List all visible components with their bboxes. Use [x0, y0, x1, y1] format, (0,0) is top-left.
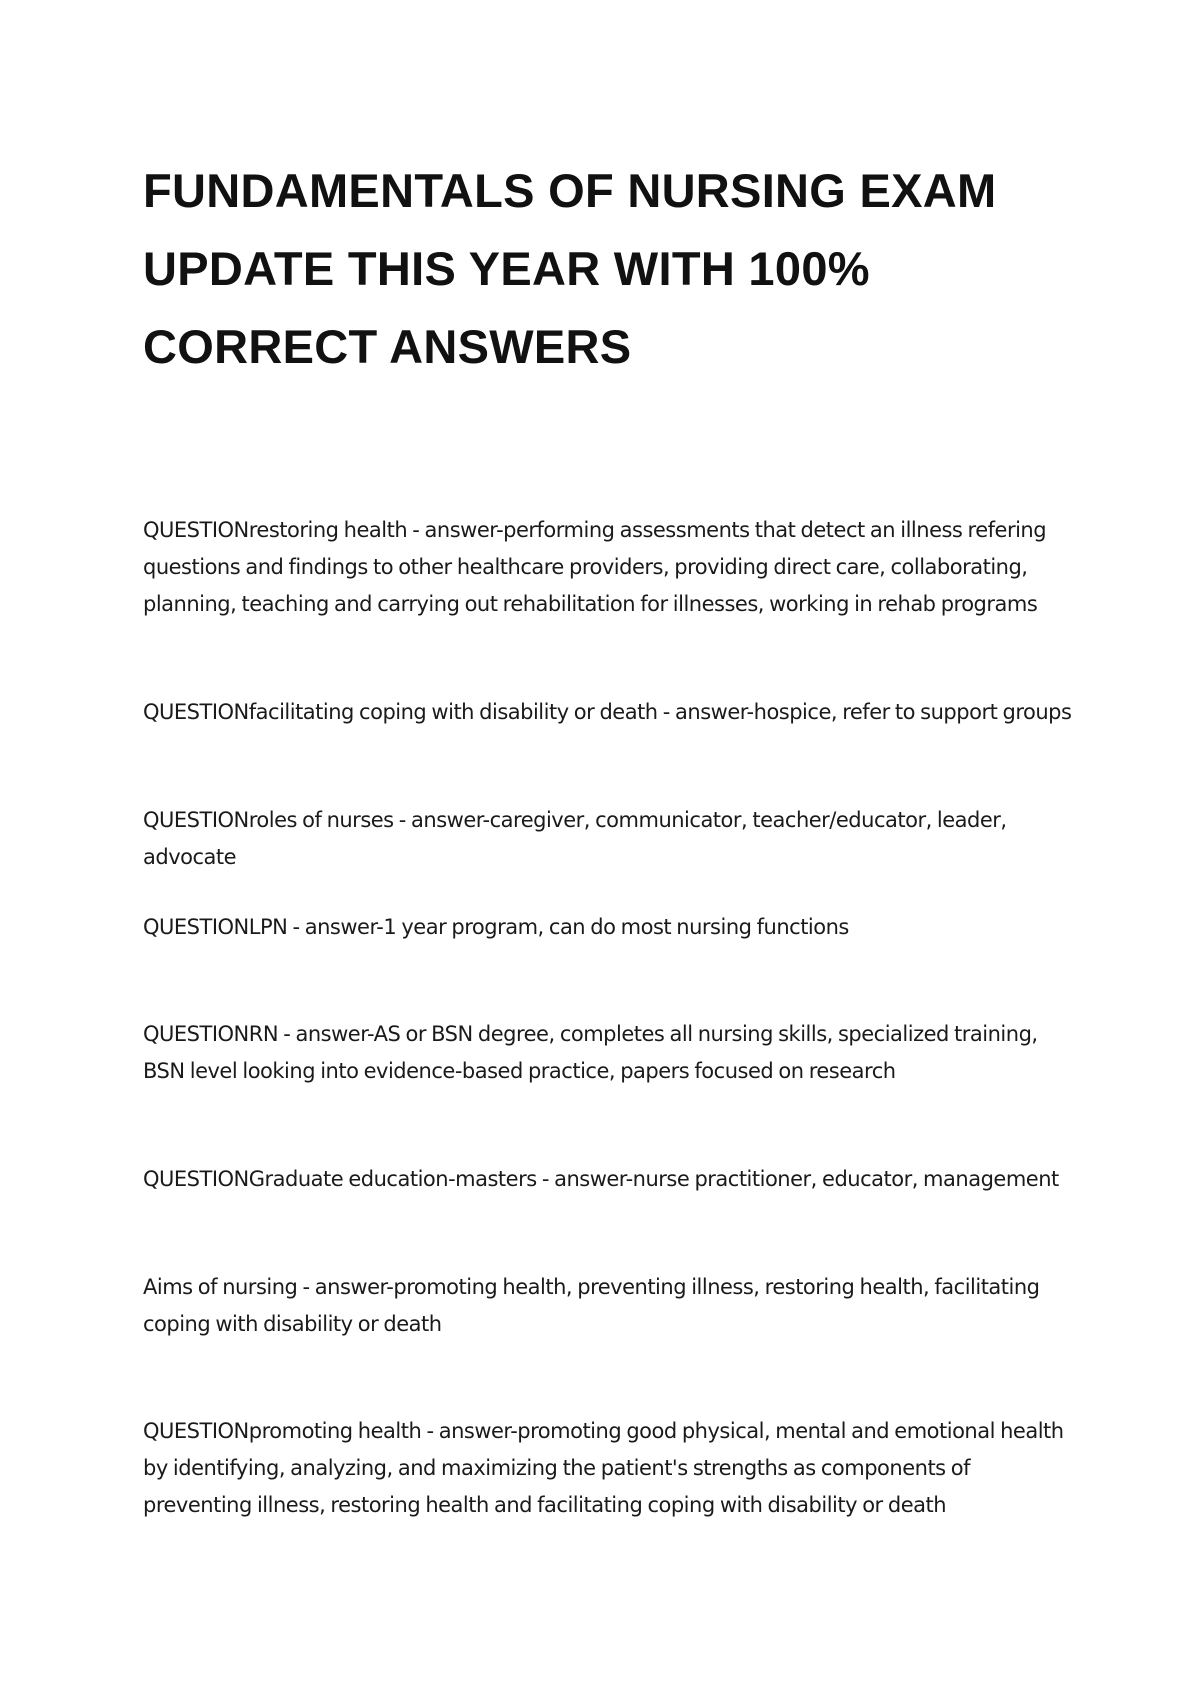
qa-entry-promoting-health: QUESTIONpromoting health - answer-promoting good physical, mental and emotional health by identifying, analyzing, and maximizing the patient's strengths as components of preventing illness, restoring health and facilitating coping with disability or death: [143, 1419, 1064, 1517]
qa-entry-lpn: QUESTIONLPN - answer-1 year program, can do most nursing functions: [143, 915, 849, 939]
qa-entry-restoring-health: QUESTIONrestoring health - answer-performing assessments that detect an illness refering questions and findings to other healthcare providers, providing direct care, collaborating, planning, teaching and carrying out rehabilitation for illnesses, working in rehab programs: [143, 518, 1047, 616]
qa-entry-facilitating-coping: QUESTIONfacilitating coping with disability or death - answer-hospice, refer to support groups: [143, 700, 1072, 724]
document-title: FUNDAMENTALS OF NURSING EXAM UPDATE THIS YEAR WITH 100% CORRECT ANSWERS: [143, 164, 997, 373]
qa-entry-aims-of-nursing: Aims of nursing - answer-promoting health, preventing illness, restoring health, facilitating coping with disability or death: [143, 1275, 1040, 1336]
qa-entry-roles-of-nurses: QUESTIONroles of nurses - answer-caregiver, communicator, teacher/educator, leader, advocate: [143, 808, 1007, 869]
qa-entry-graduate-education: QUESTIONGraduate education-masters - answer-nurse practitioner, educator, management: [143, 1167, 1059, 1191]
qa-entry-rn: QUESTIONRN - answer-AS or BSN degree, completes all nursing skills, specialized training, BSN level looking into evidence-based practice, papers focused on research: [143, 1022, 1038, 1083]
